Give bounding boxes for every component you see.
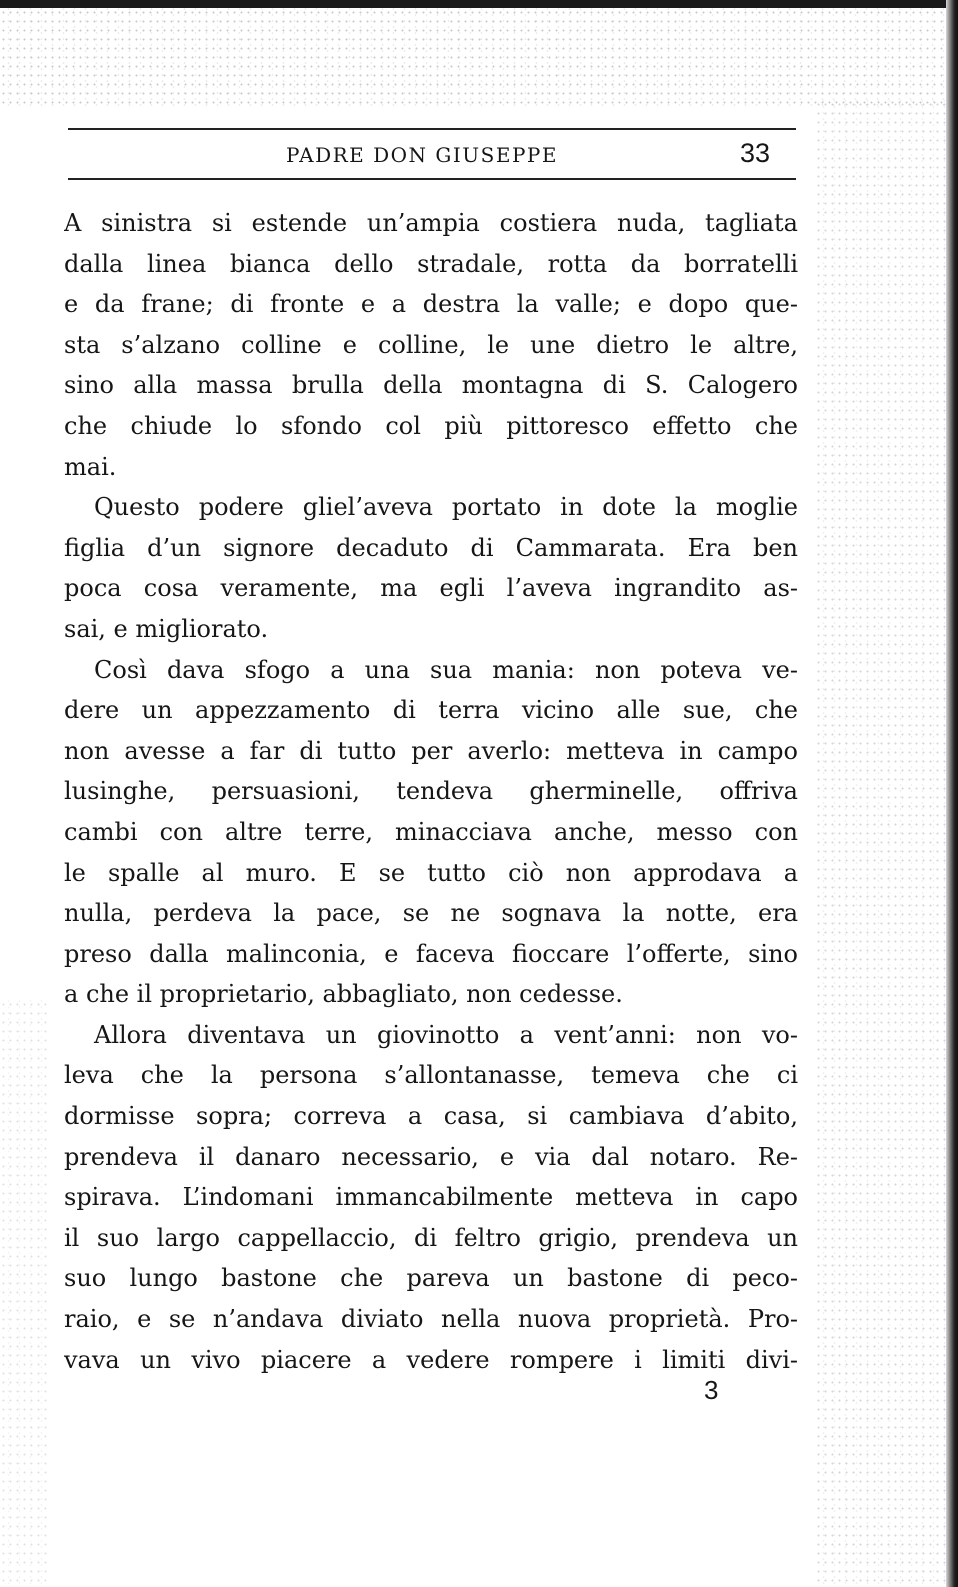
- signature-mark: 3: [704, 1375, 719, 1405]
- text-line: dormisse sopra; correva a casa, si cambiava d’abito,: [64, 1102, 798, 1131]
- header-rule-bottom: [68, 178, 796, 180]
- text-line: e da frane; di fronte e a destra la valle; e dopo que-: [64, 290, 798, 319]
- paragraph: [64, 487, 798, 649]
- running-head: [68, 128, 796, 180]
- paragraph: [64, 1015, 798, 1380]
- text-line: suo lungo bastone che pareva un bastone di peco-: [64, 1264, 798, 1293]
- text-line: sai, e migliorato.: [64, 614, 269, 643]
- running-head-title: PADRE DON GIUSEPPE: [286, 143, 558, 167]
- text-line: a che il proprietario, abbagliato, non cedesse.: [64, 980, 623, 1009]
- text-line: Questo podere gliel’aveva portato in dote la moglie: [94, 493, 798, 522]
- text-line: preso dalla malinconia, e faceva fioccare l’offerte, sino: [64, 939, 798, 968]
- text-line: nulla, perdeva la pace, se ne sognava la notte, era: [64, 899, 798, 928]
- scan-noise-top: [0, 8, 946, 108]
- text-line: che chiude lo sfondo col più pittoresco effetto che: [64, 411, 798, 440]
- text-line: prendeva il danaro necessario, e via dal notaro. Re-: [64, 1142, 798, 1171]
- text-line: lusinghe, persuasioni, tendeva gherminelle, offriva: [64, 777, 798, 806]
- text-line: Così dava sfogo a una sua mania: non poteva ve-: [94, 655, 798, 684]
- text-line: vava un vivo piacere a vedere rompere i limiti divi-: [64, 1345, 798, 1374]
- text-line: mai.: [64, 452, 117, 481]
- text-line: sta s’alzano colline e colline, le une dietro le altre,: [64, 330, 798, 359]
- text-line: sino alla massa brulla della montagna di S. Calogero: [64, 371, 798, 400]
- text-line: dalla linea bianca dello stradale, rotta da borratelli: [64, 249, 798, 278]
- text-line: poca cosa veramente, ma egli l’aveva ingrandito as-: [64, 574, 798, 603]
- text-line: figlia d’un signore decaduto di Cammarata. Era ben: [64, 533, 798, 562]
- body-text: [64, 203, 798, 1380]
- scan-noise-right: [815, 100, 946, 1587]
- text-line: non avesse a far di tutto per averlo: metteva in campo: [64, 736, 798, 765]
- scan-noise-left: [0, 1000, 50, 1587]
- text-line: cambi con altre terre, minacciava anche, messo con: [64, 817, 798, 846]
- page-number: 33: [739, 138, 770, 168]
- header-rule-top: [68, 128, 796, 130]
- text-line: Allora diventava un giovinotto a vent’anni: non vo-: [94, 1020, 798, 1049]
- text-line: il suo largo cappellaccio, di feltro grigio, prendeva un: [64, 1223, 798, 1252]
- paragraph: [64, 650, 798, 1015]
- text-line: le spalle al muro. E se tutto ciò non approdava a: [64, 858, 798, 887]
- text-line: raio, e se n’andava diviato nella nuova proprietà. Pro-: [64, 1305, 798, 1334]
- text-line: spirava. L’indomani immancabilmente metteva in capo: [64, 1183, 798, 1212]
- text-line: dere un appezzamento di terra vicino alle sue, che: [64, 696, 798, 725]
- page-right-edge: [946, 0, 958, 1587]
- page-top-edge: [0, 0, 958, 8]
- text-line: A sinistra si estende un’ampia costiera nuda, tagliata: [64, 209, 798, 237]
- text-line: leva che la persona s’allontanasse, temeva che ci: [64, 1061, 798, 1090]
- paragraph: [64, 203, 798, 487]
